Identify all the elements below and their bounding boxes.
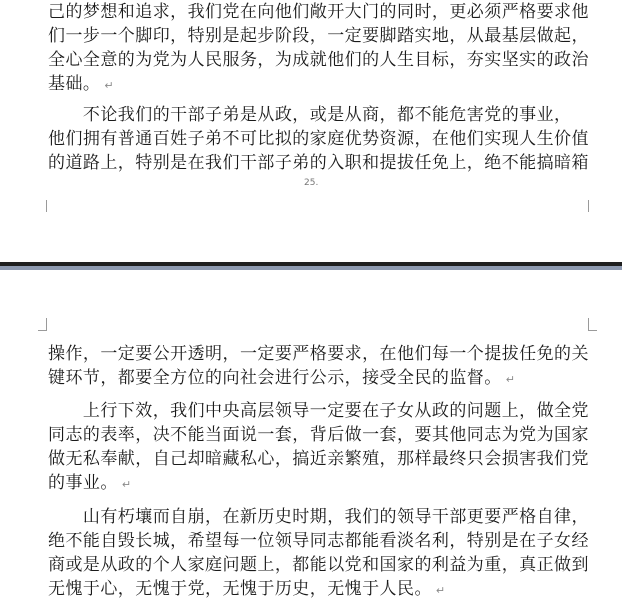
text-line: 己的梦想和追求，我们党在向他们敞开大门的同时，更必须严格要求他 [48,2,589,22]
paragraph-mark: ↵ [435,584,446,597]
paragraph-mark: ↵ [121,478,132,491]
text-line: 不论我们的干部子弟是从政，或是从商，都不能危害党的事业， [48,105,572,125]
text-line: 操作，一定要公开透明，一定要严格要求，在他们每一个提拔任免的关 [48,344,589,364]
margin-corner-mark [38,200,47,212]
document-page-bottom [0,275,622,604]
text-line: 他们拥有普通百姓子弟不可比拟的家庭优势资源，在他们实现人生价值 [48,129,589,149]
text-line: 基础。 ↵ [48,74,115,94]
text-line: 同志的表率，决不能当面说一套，背后做一套，要其他同志为党为国家 [48,425,589,445]
text-line: 做无私奉献，自己却暗藏私心，搞近亲繁殖，那样最终只会损害我们党 [48,449,589,469]
paragraph-mark: ↵ [505,373,516,386]
margin-corner-mark [38,318,47,331]
text-line: 商或是从政的个人家庭问题上，都能以党和国家的利益为重，真正做到 [48,555,589,575]
text-line: 键环节，都要全方位的向社会进行公示，接受全民的监督。 ↵ [48,368,516,388]
text-line: 无愧于心，无愧于党，无愧于历史，无愧于人民。 ↵ [48,579,446,599]
page-number: 25. [304,178,319,188]
text-line: 的道路上，特别是在我们干部子弟的入职和提拔任免上，绝不能搞暗箱 [48,153,589,173]
text-line: 上行下效，我们中央高层领导一定要在子女从政的问题上，做全党 [48,401,589,421]
margin-corner-mark [588,200,597,212]
text-line: 的事业。 ↵ [48,473,132,493]
page-break-separator [0,258,622,275]
document-page-top [0,0,622,258]
separator-bar [0,266,622,270]
text-line: 全心全意的为党为人民服务，为成就他们的人生目标，夯实坚实的政治 [48,50,589,70]
margin-corner-mark [588,318,597,331]
text-line: 们一步一个脚印，特别是起步阶段，一定要脚踏实地，从最基层做起， [48,26,589,46]
text-line: 山有朽壤而自崩，在新历史时期，我们的领导干部更要严格自律， [48,507,589,527]
text-line: 绝不能自毁长城，希望每一位领导同志都能看淡名利，特别是在子女经 [48,531,589,551]
paragraph-mark: ↵ [104,79,115,92]
